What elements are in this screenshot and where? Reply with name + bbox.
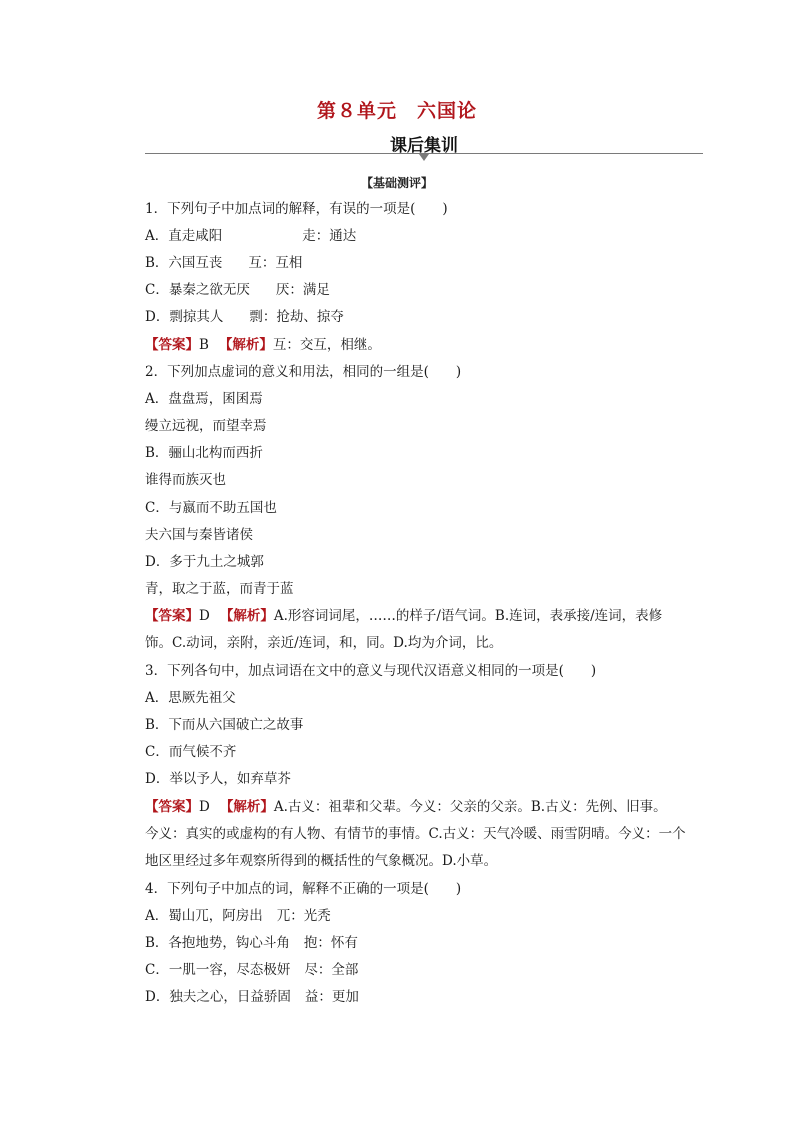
- option-gloss: 互：互相: [248, 255, 303, 271]
- answer-value: D: [199, 799, 210, 815]
- answer-value: B: [199, 337, 209, 353]
- option-gloss: 兀：光秃: [276, 908, 331, 924]
- question-2-answer: [145, 607, 662, 625]
- analysis-label: 【解析】: [218, 337, 273, 353]
- question-2-option-c: C．与嬴而不助五国也: [145, 500, 277, 516]
- option-gloss: 抱：怀有: [303, 935, 358, 951]
- answer-label: 【答案】: [145, 799, 199, 815]
- option-text: C．暴秦之欲无厌: [145, 282, 250, 298]
- question-3-analysis-line3: 地区里经过多年观察所得到的概括性的气象概况。D.小草。: [145, 853, 498, 869]
- answer-label: 【答案】: [145, 608, 199, 624]
- option-gloss: 尽：全部: [304, 962, 359, 978]
- page-subtitle: 课后集训: [390, 136, 458, 156]
- question-4-option-a: [145, 907, 331, 925]
- option-gloss: 厌：满足: [275, 282, 330, 298]
- question-2-stem: 2．下列加点虚词的意义和用法，相同的一组是( ): [145, 364, 462, 380]
- question-2-option-d: D．多于九土之城郭: [145, 554, 264, 570]
- question-1-answer: [145, 336, 381, 354]
- question-4-option-b: [145, 934, 358, 952]
- question-4-option-d: [145, 988, 359, 1006]
- question-2-analysis-line2: 饰。C.动词，亲附，亲近/连词，和，同。D.均为介词，比。: [145, 635, 503, 651]
- divider-triangle-icon: [419, 154, 429, 161]
- question-4-option-c: [145, 961, 358, 979]
- analysis-label: 【解析】: [219, 608, 274, 624]
- question-2-option-a-line2: 缦立远视，而望幸焉: [145, 418, 267, 434]
- option-text: B．各抱地势，钩心斗角: [145, 935, 290, 951]
- question-1-stem: 1．下列句子中加点词的解释，有误的一项是( ): [145, 201, 448, 217]
- question-1-option-c: [145, 281, 330, 299]
- analysis-text: A.古义：祖辈和父辈。今义：父亲的父亲。B.古义：先例、旧事。: [273, 799, 667, 815]
- option-gloss: 益：更加: [304, 989, 359, 1005]
- question-2-option-c-line2: 夫六国与秦皆诸侯: [145, 527, 253, 543]
- option-text: D．剽掠其人: [145, 309, 224, 325]
- analysis-label: 【解析】: [219, 799, 274, 815]
- option-text: C．一肌一容，尽态极妍: [145, 962, 291, 978]
- question-2-option-d-line2: 青，取之于蓝，而青于蓝: [145, 581, 294, 597]
- question-3-option-a: A．思厥先祖父: [145, 690, 236, 706]
- question-1-option-b: [145, 254, 302, 272]
- page-title: 第８单元 六国论: [316, 100, 477, 122]
- question-2-option-b-line2: 谁得而族灭也: [145, 472, 226, 488]
- analysis-text: A.形容词词尾，……的样子/语气词。B.连词，表承接/连词，表修: [273, 608, 663, 624]
- question-3-option-d: D．举以予人，如弃草芥: [145, 771, 291, 787]
- question-3-option-b: B．下而从六国破亡之故事: [145, 717, 304, 733]
- question-1-option-a: [145, 227, 356, 245]
- question-3-answer: [145, 798, 667, 816]
- option-gloss: 剽：抢劫、掠夺: [249, 309, 344, 325]
- question-4-stem: 4．下列句子中加点的词，解释不正确的一项是( ): [145, 881, 462, 897]
- option-text: D．独夫之心，日益骄固: [145, 989, 291, 1005]
- analysis-text: 互：交互，相继。: [272, 337, 381, 353]
- question-3-stem: 3．下列各句中，加点词语在文中的意义与现代汉语意义相同的一项是( ): [145, 663, 597, 679]
- question-3-option-c: C．而气候不齐: [145, 744, 237, 760]
- option-text: A．蜀山兀，阿房出: [145, 908, 263, 924]
- question-2-option-a: A．盘盘焉，囷囷焉: [145, 391, 263, 407]
- answer-label: 【答案】: [145, 337, 199, 353]
- question-2-option-b: B．骊山北构而西折: [145, 445, 263, 461]
- question-3-analysis-line2: 今义：真实的或虚构的有人物、有情节的事情。C.古义：天气冷暖、雨雪阴晴。今义：一个: [145, 826, 686, 842]
- option-text: B．六国互丧: [145, 255, 223, 271]
- option-gloss: 走：通达: [302, 228, 357, 244]
- option-text: A．直走咸阳: [145, 228, 223, 244]
- section-heading: 【基础测评】: [360, 176, 433, 190]
- question-1-option-d: [145, 308, 344, 326]
- answer-value: D: [199, 608, 210, 624]
